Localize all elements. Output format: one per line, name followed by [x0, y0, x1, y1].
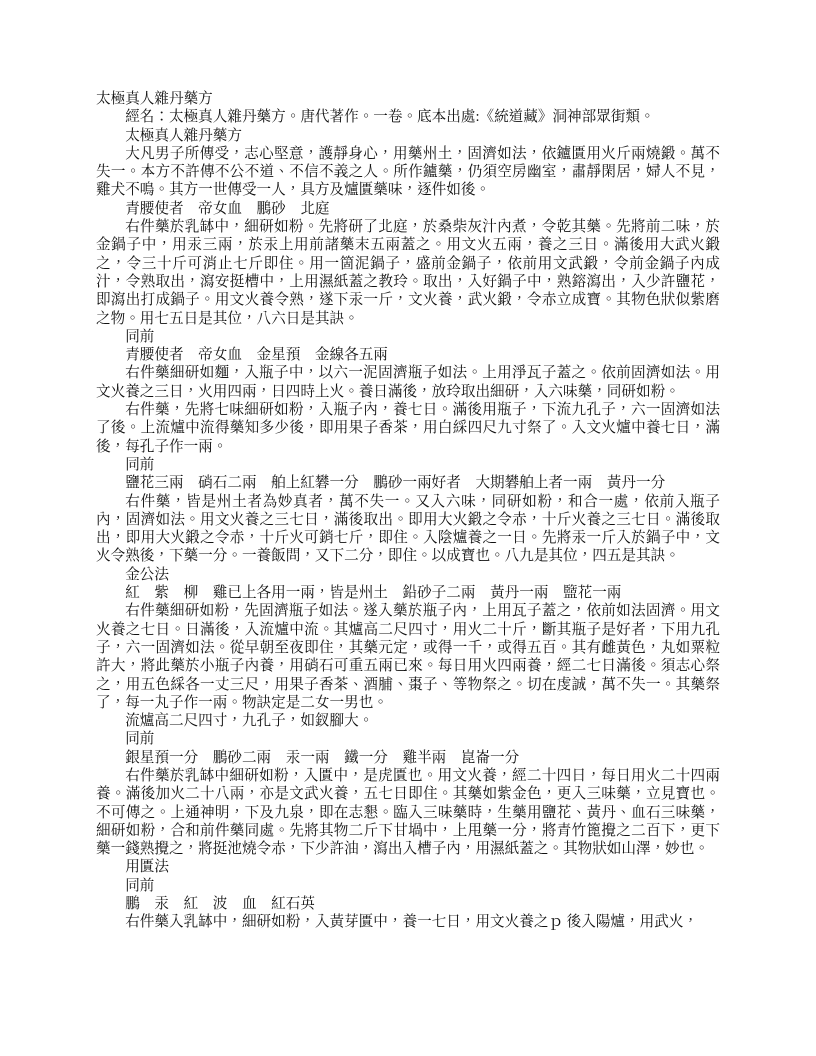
body-paragraph: 右件藥於乳缽中，細研如粉。先將研了北庭，於桑柴灰汁內煮，令乾其藥。先將前二味，於金鍋子中，用汞三兩，於汞上用前諸藥末五兩蓋之。用文火五兩，養之三日。滿後用大武火鍛之，令三十斤可消止七斤即住。用一箇泥鍋子，盛前金鍋子，依前用文武鍛，令前金鍋子內成汁，令熟取出，瀉安挺槽中，上用濕紙蓋之教玲。取出，入好鍋子中，熟鎔瀉出，入少許鹽花，即瀉出打成鍋子。用文火養令熟，遂下汞一斤，文火養，武火鍛，令赤立成寶。其物色狀似紫磨之物。用七五日是其位，八六日是其訣。 [96, 219, 720, 327]
section-heading: 同前 [125, 456, 155, 473]
section-heading: 同前 [125, 731, 155, 748]
doc-title: 太極真人雜丹藥方 [96, 91, 213, 107]
body-paragraph: 右件藥入乳缽中，細研如粉，入黃芽匱中，養一七日，用文火養之ｐ 後入陽爐，用武火， [125, 914, 698, 931]
ingredient-list: 銀星預一分 鵬砂二兩 汞一兩 鐵一分 雞半兩 崑崙一分 [125, 749, 520, 766]
body-paragraph: 大凡男子所傳受，志心堅意，護靜身心，用藥州土，固濟如法，依鑪匱用火斤兩燒鍛。萬不失一。本方不許傳不公不道、不信不義之人。所作鑪藥，仍須空房幽室，肅靜閑居，婦人不見，雞犬不鳴。其方一世傳受一人，具方及爐匱藥味，逐件如後。 [96, 145, 720, 199]
ingredient-list: 青腰使者 帝女血 金星預 金線各五兩 [125, 347, 388, 364]
ingredient-list: 紅 紫 柳 雞已上各用一兩，皆是州土 鉛砂子二兩 黃丹一兩 盬花一兩 [125, 585, 622, 602]
body-paragraph: 右件藥細研如粉，先固濟瓶子如法。遂入藥於瓶子內，上用瓦子蓋之，依前如法固濟。用文火養之七日。日滿後，入流爐中流。其爐高二尺四寸，用火二十斤，斷其瓶子是好者，下用九孔子，六一固濟如法。從早朝至夜即住，其藥元定，或得一千，或得五百。其有雌黃色，丸如粟粒許大，將此藥於小瓶子內養，用硝石可重五兩已來。每日用火四兩養，經二七日滿後。須志心祭之，用五色綵各一丈三尺，用果子香茶、酒脯、棗子、等物祭之。切在虔誠，萬不失一。其藥祭了，每一丸子作一兩。物訣定是二女一男也。 [96, 603, 720, 711]
section-heading: 金公法 [125, 566, 169, 583]
body-paragraph: 流爐高二尺四寸，九孔子，如釵腳大。 [125, 713, 374, 730]
ingredient-list: 鵬 汞 紅 波 血 紅石英 [125, 896, 315, 913]
body-paragraph: 右件藥，皆是州土者為妙真者，萬不失一。又入六味，同研如粉，和合一處，依前入瓶子內，固濟如法。用文火養之三七日，滿後取出。即用大火鍛之令赤，十斤火養之三七日。滿後取出，即用大火鍛之令赤，十斤火可銷七斤，即住。入陰爐養之一日。先將汞一斤入於鍋子中，文火令熟後，下藥一分。一養飯問，又下二分，即住。以成寶也。八九是其位，四五是其訣。 [96, 493, 720, 565]
ingredient-list: 青腰使者 帝女血 鵬砂 北庭 [125, 200, 330, 217]
body-paragraph: 右件藥於乳缽中細研如粉，入匱中，是虎匱也。用文火養，經二十四日，每日用火二十四兩養。滿後加火二十八兩，亦是文武火養，五七日即住。其藥如紫金色，更入三味藥，立見寶也。不可傳之。上通神明，下及九泉，即在志懇。臨入三味藥時，生藥用鹽花、黃丹、血石三味藥，細研如粉，合和前件藥同處。先將其物二斤下甘堝中，上甩藥一分，將青竹篦攪之二百下，更下藥一錢熟攪之，將挺池燒令赤，下少許油，瀉出入槽子內，用濕紙蓋之。其物狀如山澤，妙也。 [96, 767, 720, 858]
body-paragraph: 右件藥細研如麵，入瓶子中，以六一泥固濟瓶子如法。上用淨瓦子蓋之。依前固濟如法。用文火養之三日，火用四兩，日四時上火。養日滿後，放玲取出細研，入六味藥，同研如粉。 [96, 365, 720, 400]
document-body [96, 90, 720, 932]
section-heading: 同前 [125, 877, 155, 894]
section-heading: 同前 [125, 328, 155, 345]
section-heading: 用匱法 [125, 859, 169, 876]
doc-meta-line: 經名：太極真人雜丹藥方。唐代著作。一卷。底本出處:《統道藏》洞神部眾街類。 [125, 109, 655, 126]
body-paragraph: 右件藥，先將七味細研如粉，入瓶子內，養七日。滿後用瓶子，下流九孔子，六一固濟如法了後。上流爐中流得藥知多少後，即用果子香茶，用白綵四尺九寸祭了。入文火爐中養七日，滿後，每孔子作一兩。 [96, 402, 720, 455]
section-heading: 太極真人雜丹藥方 [125, 127, 242, 144]
ingredient-list: 鹽花三兩 硝石二兩 舶上紅礬一分 鵬砂一兩好者 大期礬舶上者一兩 黃丹一分 [125, 475, 666, 492]
